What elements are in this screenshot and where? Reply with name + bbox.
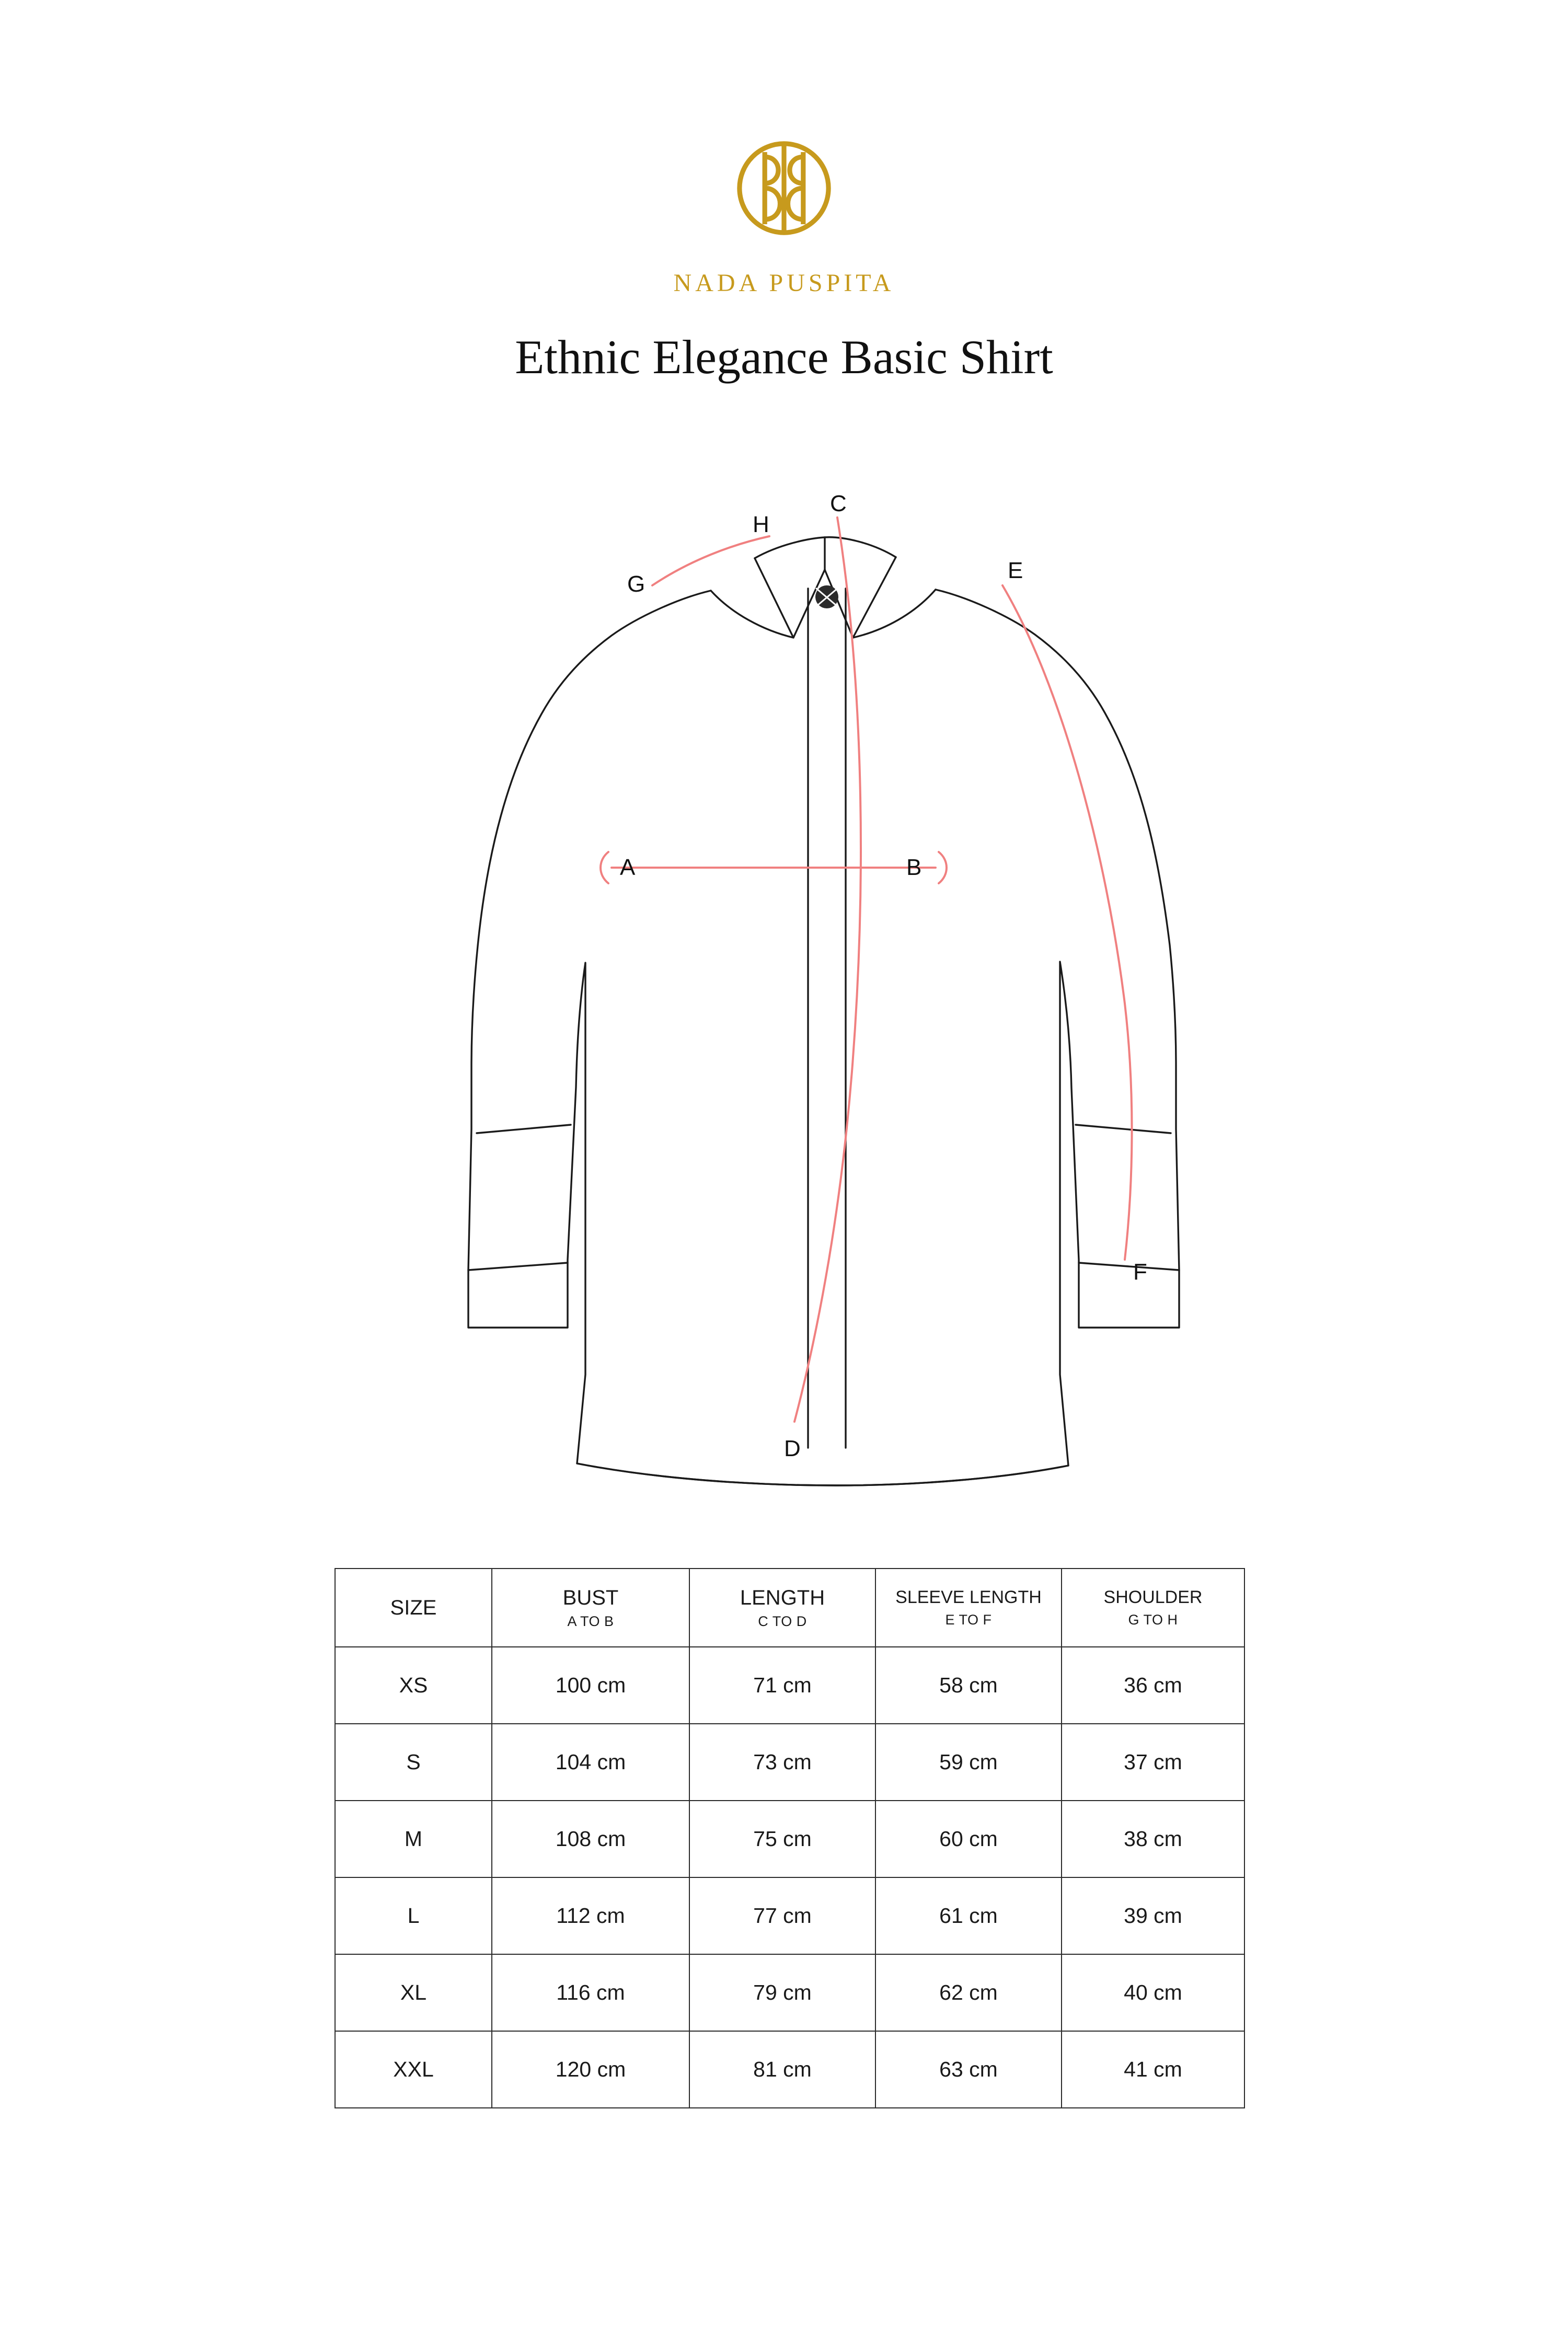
cell-sleeve: 58 cm	[875, 1647, 1062, 1724]
cell-length: 81 cm	[689, 2031, 875, 2108]
label-d: D	[784, 1436, 801, 1461]
table-header-row	[335, 1569, 1244, 1647]
cell-sleeve: 60 cm	[875, 1801, 1062, 1877]
cell-length: 71 cm	[689, 1647, 875, 1724]
cell-bust: 108 cm	[492, 1801, 689, 1877]
column-header-bust-title: BUST	[562, 1586, 619, 1610]
column-header-sleeve-title: SLEEVE LENGTH	[895, 1587, 1042, 1607]
label-f: F	[1133, 1259, 1147, 1285]
column-header-length	[689, 1569, 875, 1647]
table-row	[335, 2031, 1244, 2108]
cell-length: 75 cm	[689, 1801, 875, 1877]
cell-size: XS	[335, 1647, 492, 1724]
shirt-technical-drawing	[366, 486, 1254, 1552]
cell-shoulder: 40 cm	[1062, 1954, 1244, 2031]
cell-size: XL	[335, 1954, 492, 2031]
label-h: H	[753, 512, 769, 537]
table-row	[335, 1801, 1244, 1877]
column-header-bust	[492, 1569, 689, 1647]
table-row	[335, 1954, 1244, 2031]
column-header-size-title: SIZE	[390, 1596, 437, 1619]
cell-size: M	[335, 1801, 492, 1877]
table-row	[335, 1724, 1244, 1801]
column-header-shoulder-sub: G TO H	[1128, 1612, 1178, 1628]
label-c: C	[830, 491, 847, 516]
cell-shoulder: 41 cm	[1062, 2031, 1244, 2108]
cell-bust: 120 cm	[492, 2031, 689, 2108]
cell-shoulder: 39 cm	[1062, 1877, 1244, 1954]
column-header-bust-sub: A TO B	[567, 1613, 614, 1629]
column-header-length-sub: C TO D	[758, 1613, 807, 1629]
size-chart-table	[335, 1568, 1245, 2108]
cell-bust: 100 cm	[492, 1647, 689, 1724]
cell-shoulder: 38 cm	[1062, 1801, 1244, 1877]
column-header-size	[335, 1569, 492, 1647]
cell-size: S	[335, 1724, 492, 1801]
label-b: B	[906, 855, 922, 880]
cell-size: L	[335, 1877, 492, 1954]
cell-bust: 112 cm	[492, 1877, 689, 1954]
brand-name: NADA PUSPITA	[673, 269, 895, 297]
label-a: A	[620, 855, 636, 880]
cell-length: 77 cm	[689, 1877, 875, 1954]
table-row	[335, 1647, 1244, 1724]
cell-shoulder: 36 cm	[1062, 1647, 1244, 1724]
column-header-shoulder	[1062, 1569, 1244, 1647]
cell-sleeve: 59 cm	[875, 1724, 1062, 1801]
cell-length: 79 cm	[689, 1954, 875, 2031]
brand-header	[0, 128, 1568, 297]
page-title: Ethnic Elegance Basic Shirt	[515, 330, 1053, 384]
column-header-sleeve-length	[875, 1569, 1062, 1647]
cell-sleeve: 61 cm	[875, 1877, 1062, 1954]
column-header-shoulder-title: SHOULDER	[1103, 1587, 1203, 1607]
column-header-sleeve-sub: E TO F	[945, 1612, 992, 1628]
label-g: G	[627, 571, 645, 597]
table-row	[335, 1877, 1244, 1954]
column-header-length-title: LENGTH	[740, 1586, 825, 1610]
cell-sleeve: 62 cm	[875, 1954, 1062, 2031]
cell-sleeve: 63 cm	[875, 2031, 1062, 2108]
cell-bust: 116 cm	[492, 1954, 689, 2031]
cell-shoulder: 37 cm	[1062, 1724, 1244, 1801]
label-e: E	[1008, 558, 1023, 583]
nada-puspita-monogram-icon	[0, 128, 1568, 251]
cell-length: 73 cm	[689, 1724, 875, 1801]
cell-size: XXL	[335, 2031, 492, 2108]
cell-bust: 104 cm	[492, 1724, 689, 1801]
